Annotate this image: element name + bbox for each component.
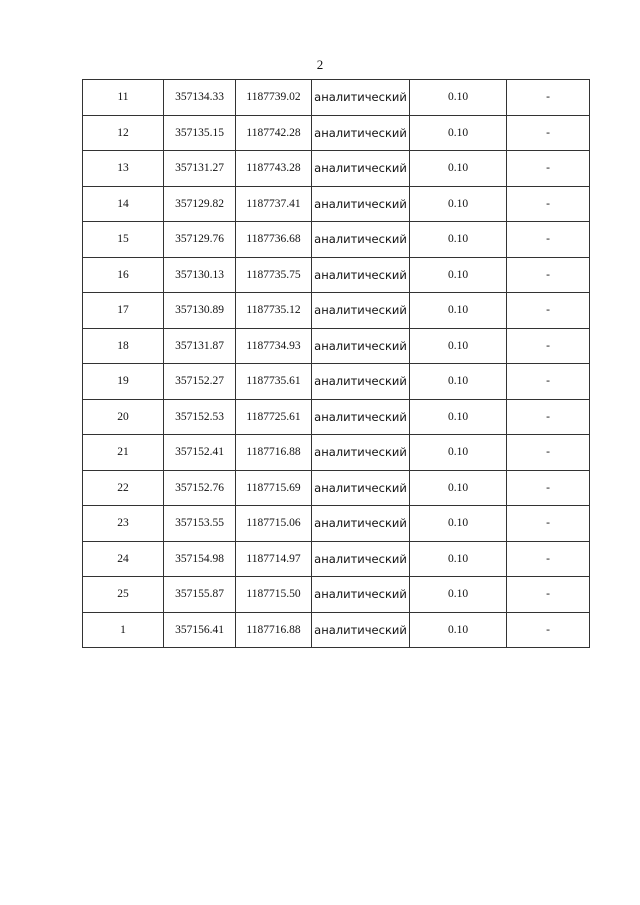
method-cell: аналитический [312,80,410,116]
point-number-cell: 12 [83,115,164,151]
coordinates-table [82,79,590,648]
note-cell: - [507,364,590,400]
table-row [83,541,590,577]
point-number-cell: 24 [83,541,164,577]
note-cell: - [507,328,590,364]
coordinate-y-cell: 1187734.93 [236,328,312,364]
method-cell: аналитический [312,506,410,542]
point-number-cell: 15 [83,222,164,258]
accuracy-cell: 0.10 [410,257,507,293]
coordinate-y-cell: 1187715.50 [236,577,312,613]
accuracy-cell: 0.10 [410,293,507,329]
method-cell: аналитический [312,470,410,506]
method-cell: аналитический [312,612,410,648]
coordinate-x-cell: 357130.13 [164,257,236,293]
coordinate-y-cell: 1187714.97 [236,541,312,577]
table-row [83,293,590,329]
coordinate-y-cell: 1187716.88 [236,612,312,648]
table-row [83,435,590,471]
method-cell: аналитический [312,541,410,577]
point-number-cell: 21 [83,435,164,471]
note-cell: - [507,470,590,506]
coordinate-y-cell: 1187735.61 [236,364,312,400]
coordinate-x-cell: 357156.41 [164,612,236,648]
method-cell: аналитический [312,115,410,151]
note-cell: - [507,399,590,435]
note-cell: - [507,80,590,116]
coordinate-x-cell: 357129.82 [164,186,236,222]
accuracy-cell: 0.10 [410,435,507,471]
coordinate-x-cell: 357135.15 [164,115,236,151]
note-cell: - [507,435,590,471]
accuracy-cell: 0.10 [410,222,507,258]
page-number: 2 [316,57,324,72]
table-row [83,151,590,187]
method-cell: аналитический [312,435,410,471]
accuracy-cell: 0.10 [410,80,507,116]
coordinate-x-cell: 357152.27 [164,364,236,400]
point-number-cell: 1 [83,612,164,648]
note-cell: - [507,541,590,577]
accuracy-cell: 0.10 [410,186,507,222]
note-cell: - [507,506,590,542]
point-number-cell: 22 [83,470,164,506]
table-row [83,328,590,364]
coordinate-x-cell: 357130.89 [164,293,236,329]
coordinate-y-cell: 1187736.68 [236,222,312,258]
coordinate-y-cell: 1187725.61 [236,399,312,435]
accuracy-cell: 0.10 [410,612,507,648]
table-row [83,186,590,222]
point-number-cell: 18 [83,328,164,364]
note-cell: - [507,186,590,222]
method-cell: аналитический [312,364,410,400]
method-cell: аналитический [312,151,410,187]
note-cell: - [507,612,590,648]
point-number-cell: 16 [83,257,164,293]
note-cell: - [507,222,590,258]
table-row [83,364,590,400]
table-row [83,470,590,506]
accuracy-cell: 0.10 [410,151,507,187]
accuracy-cell: 0.10 [410,115,507,151]
table-row [83,80,590,116]
accuracy-cell: 0.10 [410,470,507,506]
method-cell: аналитический [312,399,410,435]
table-row [83,612,590,648]
note-cell: - [507,115,590,151]
note-cell: - [507,257,590,293]
coordinate-x-cell: 357152.41 [164,435,236,471]
accuracy-cell: 0.10 [410,506,507,542]
note-cell: - [507,577,590,613]
table-row [83,506,590,542]
coordinate-x-cell: 357131.27 [164,151,236,187]
coordinate-y-cell: 1187735.12 [236,293,312,329]
accuracy-cell: 0.10 [410,541,507,577]
coordinate-y-cell: 1187715.69 [236,470,312,506]
note-cell: - [507,151,590,187]
coordinate-x-cell: 357155.87 [164,577,236,613]
table-row [83,257,590,293]
method-cell: аналитический [312,186,410,222]
table-row [83,399,590,435]
coordinate-x-cell: 357152.53 [164,399,236,435]
coordinate-y-cell: 1187737.41 [236,186,312,222]
method-cell: аналитический [312,577,410,613]
point-number-cell: 17 [83,293,164,329]
coordinate-x-cell: 357152.76 [164,470,236,506]
table-row [83,577,590,613]
coordinate-y-cell: 1187735.75 [236,257,312,293]
point-number-cell: 11 [83,80,164,116]
point-number-cell: 25 [83,577,164,613]
point-number-cell: 23 [83,506,164,542]
coordinate-y-cell: 1187742.28 [236,115,312,151]
point-number-cell: 13 [83,151,164,187]
coordinate-y-cell: 1187743.28 [236,151,312,187]
method-cell: аналитический [312,222,410,258]
accuracy-cell: 0.10 [410,364,507,400]
coordinate-y-cell: 1187739.02 [236,80,312,116]
coordinate-x-cell: 357129.76 [164,222,236,258]
method-cell: аналитический [312,257,410,293]
table-row [83,115,590,151]
table-row [83,222,590,258]
coordinate-x-cell: 357131.87 [164,328,236,364]
accuracy-cell: 0.10 [410,399,507,435]
method-cell: аналитический [312,293,410,329]
method-cell: аналитический [312,328,410,364]
coordinate-x-cell: 357154.98 [164,541,236,577]
accuracy-cell: 0.10 [410,328,507,364]
coordinate-x-cell: 357153.55 [164,506,236,542]
point-number-cell: 20 [83,399,164,435]
coordinate-y-cell: 1187715.06 [236,506,312,542]
point-number-cell: 14 [83,186,164,222]
point-number-cell: 19 [83,364,164,400]
accuracy-cell: 0.10 [410,577,507,613]
coordinate-y-cell: 1187716.88 [236,435,312,471]
coordinate-x-cell: 357134.33 [164,80,236,116]
coordinates-table-body [83,80,590,648]
note-cell: - [507,293,590,329]
